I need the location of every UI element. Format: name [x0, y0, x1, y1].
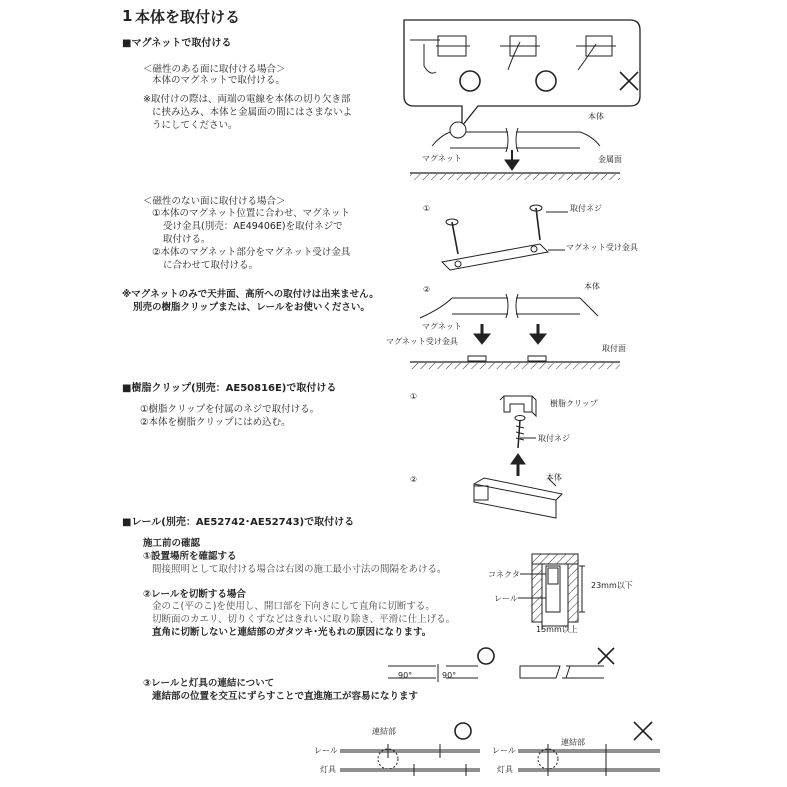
label-renketsu-2: 連結部	[561, 738, 585, 747]
magnetic-note2: に挟み込み、本体と金属面の間にはさまないよ	[152, 107, 353, 118]
section-number: 1	[122, 7, 133, 25]
rail-heading: ■レール(別売：AE52742･AE52743)で取付ける	[122, 517, 355, 528]
label-light-good: 灯具	[320, 765, 336, 774]
label-step1-b: ①	[410, 392, 418, 401]
nonmagnetic-step2a: ②本体のマグネット部分をマグネット受け金具	[152, 247, 351, 258]
rail-check3-title: ③レールと灯具の連結について	[143, 678, 275, 689]
ng-cross-icon	[634, 722, 652, 740]
nonmagnetic-step2b: に合わせて取付ける。	[163, 260, 259, 271]
label-step2-b: ②	[410, 475, 418, 484]
rail-check2-title: ②レールを切断する場合	[143, 589, 246, 600]
label-step2-a: ②	[423, 285, 431, 294]
label-jushi-clip: 樹脂クリップ	[550, 399, 598, 408]
label-magnet-ukekanagu-1: マグネット受け金具	[566, 243, 638, 252]
warning-line1: ※マグネットのみで天井面、高所への取付けは出来ません。	[122, 289, 379, 300]
label-toritsukeneji-2: 取付ネジ	[538, 434, 570, 443]
magnetic-note1: ※取付けの際は、両端の電線を本体の切り欠き部	[143, 94, 351, 105]
magnetic-subheading: ＜磁性のある面に取付ける場合＞	[143, 64, 286, 75]
ng-cross-icon	[598, 648, 614, 664]
magnet-bracket-figure	[442, 205, 568, 270]
rail-check3-text: 連結部の位置を交互にずらすことで直進施工が容易になります	[152, 691, 419, 702]
label-rail-bad: レール	[492, 746, 516, 755]
rail-check1-title: ①設置場所を確認する	[143, 551, 237, 562]
label-magnet-ukekanagu-2: マグネット受け金具	[386, 337, 458, 346]
label-kinzokumen: 金属面	[598, 155, 622, 164]
clip-heading: ■樹脂クリップ(別売：AE50816E)で取付ける	[122, 383, 337, 394]
connection-good-figure	[340, 723, 480, 776]
rail-precheck: 施工前の確認	[143, 538, 201, 549]
magnetic-line1: 本体のマグネットで取付ける。	[152, 75, 285, 86]
label-hontai-3: 本体	[546, 473, 562, 482]
fixture-over-bracket	[410, 294, 620, 369]
label-magnet-1: マグネット	[422, 154, 462, 163]
label-rail: レール	[494, 594, 518, 603]
rail-check2-b: 切断面のカエリ、切りくずなどはきれいに取り除き、平滑に仕上げる。	[152, 614, 456, 625]
magnet-heading: ■マグネットで取付ける	[122, 38, 232, 49]
wire-callout-box	[404, 20, 640, 126]
label-light-bad: 灯具	[497, 765, 513, 774]
label-hontai-2: 本体	[584, 282, 600, 291]
rail-cut-figure	[388, 648, 614, 682]
label-angle-2: 90°	[442, 671, 457, 680]
rail-check1-text: 間接照明として取付ける場合は右図の施工最小寸法の間隔をあける。	[152, 564, 447, 575]
magnetic-note3: うにしてください。	[152, 120, 238, 131]
clip-step2: ②本体を樹脂クリップにはめ込む。	[140, 417, 291, 428]
ok-circle-icon	[455, 723, 471, 739]
rail-check2-c: 直角に切断しないと連結部のガタツキ･光もれの原因になります。	[152, 627, 432, 638]
label-hontai-1: 本体	[588, 112, 604, 121]
label-renketsu-1: 連結部	[372, 727, 396, 736]
connection-bad-figure	[518, 722, 660, 776]
nonmagnetic-step1c: 取付ける。	[163, 234, 211, 245]
rail-cross-section	[518, 554, 585, 630]
nonmagnetic-step1a: ①本体のマグネット位置に合わせ、マグネット	[152, 208, 351, 219]
label-rail-good: レール	[314, 746, 338, 755]
nonmagnetic-step1b: 受け金具(別売：AE49406E)を取付ネジで	[163, 221, 343, 232]
label-toritsukemen: 取付面	[602, 344, 626, 353]
label-dim-w: 15mm以上	[536, 625, 578, 634]
section-title: 本体を取付ける	[135, 8, 241, 26]
clip-step1: ①樹脂クリップを付属のネジで取付ける。	[140, 404, 320, 415]
label-magnet-2: マグネット	[422, 322, 462, 331]
ok-circle-icon	[478, 648, 494, 664]
label-toritsukeneji-1: 取付ネジ	[570, 204, 602, 213]
label-step1-a: ①	[423, 204, 431, 213]
rail-check2-a: 金のこ(平のこ)を使用し、開口部を下向きにして直角に切断する。	[152, 601, 435, 612]
resin-clip-figure	[474, 396, 562, 518]
fixture-on-metal	[410, 122, 620, 180]
label-connector: コネクタ	[488, 570, 520, 579]
nonmagnetic-subheading: ＜磁性のない面に取付ける場合＞	[143, 196, 286, 207]
warning-line2: 別売の樹脂クリップまたは、レールをお使いください。	[133, 302, 370, 313]
label-dim-h: 23mm以下	[591, 581, 633, 590]
label-angle-1: 90°	[398, 671, 413, 680]
